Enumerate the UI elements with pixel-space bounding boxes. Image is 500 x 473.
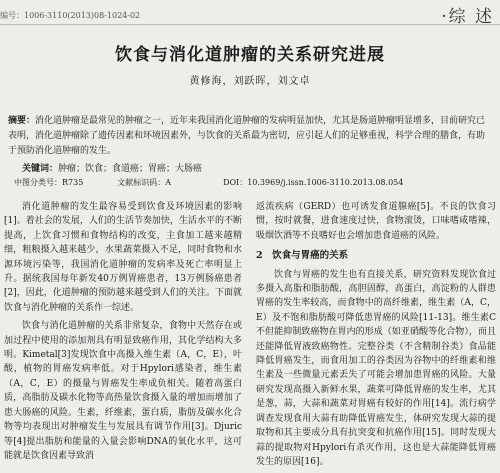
abstract-label: 摘要： xyxy=(8,116,36,126)
body-paragraph: 饮食与消化道肿瘤的关系非常复杂，食物中天然存在或加过程中使用的添加剂具有明显致癌作用，其化学结构大多明。Kimetal[3]发现饮食中高摄入维生素（A，C，E），叶酸，植物的胃癌发病率低。对于Hpylori感染者，维生素（A，C，E）的摄量与胃癌发生率成负相关。随着高蛋白质，高脂肪及碳水化物等高热量饮食摄入量的增加而增加了患大肠癌的风险。生素，纤维素，蛋白质，脂肪及碳水化合物等均表现出对肿瘤发生与发展具有调节作用[3]。Djuric等[4]提出脂肪和能量的入量会影响DNA的氧化水平，这可能就是饮食因素导致消 xyxy=(4,321,242,461)
body-column-left xyxy=(4,200,242,467)
section-label: ·综 述 xyxy=(441,7,494,27)
keywords-label: 关键词： xyxy=(22,164,59,174)
section-heading: 2 饮食与胃癌的关系 xyxy=(256,250,349,262)
journal-article-number: 编号：1006-3110(2013)08-1024-02 xyxy=(0,11,141,20)
document-code: 文献标识码：A xyxy=(117,178,172,187)
article-authors: 黄修海，刘跃晖，刘文卓 xyxy=(189,76,311,87)
article-title: 饮食与消化道肿瘤的关系研究进展 xyxy=(115,45,385,65)
abstract-block xyxy=(8,114,492,159)
body-paragraph: 返流疾病（GERD）也可诱发食道腺癌[5]。不良的饮食习惯，按时就餐，进食速度过快，食物滚烫，口味嗜咸嗜辣，吸烟饮酒等不良嗜好也会增加患食道癌的风险。 xyxy=(256,202,496,241)
body-paragraph: 消化道肿瘤的发生最容易受到饮食及环境因素的影响[1]。着社会的发展，人们的生活节奏加快，生活水平的不断提高，上饮食习惯和食物结构的改变，主食加工越来越精细，粗粮摄入越来越少，水果蔬菜摄入不足，同时食物和水源环境污染等，我国消化道肿瘤的发病率及死亡率明显上升。据统我国每年新发40万例胃癌患者，13万例肠癌患者[2]，因此，化道肿瘤的预防越来越受到人们的关注。下面就饮食与消化肿瘤的关系作一综述。 xyxy=(4,202,242,313)
abstract-text: 消化道肿瘤是最常见的肿瘤之一，近年来我国消化道肿瘤的发病明显加快，尤其是肠道肿瘤明显增多，目前研究已表明，消化道肿瘤除了遗传因素和环境因素外，与饮食的关系最为密切，应引起人们的足够重视，科学合理的膳食，有助于预防消化道肿瘤的发生。 xyxy=(8,116,486,156)
clc-number: 中图分类号：R735 xyxy=(14,178,84,187)
body-paragraph: 饮食与胃癌的发生也有直接关系，研究资料发现饮食过多摄入高脂和脂肪酸，高胆固醇，高蛋白，高淀粉的人群患胃癌的发生率较高，而食物中的高纤维素，维生素（A，C，E）及不饱和脂肪酸可降低患胃癌的风险[11-13]。维生素C不但能抑制致癌物在胃内的形成（如亚硝酸等化合物），而且还能降低胃液致癌物性。完整谷类（不含精制谷类）食品能降低胃癌发生，而食用加工的谷类因为谷物中的纤维素和维生素及一些微量元素丢失了可能会增加患胃癌的风险。大量研究发现高摄入新鲜水果，蔬菜可降低胃癌的发生率，尤其是葱，蒜，大蒜和蔬菜对胃癌有较好的作用[14]。流行病学调查发现食用大蒜有助降低胃癌发生，体研究发现大蒜的提取物和其主要成分具有抗突变和抗癌作用[15]。同时发现大蒜的提取物对Hpylori有杀灭作用，这也是大蒜能降低胃癌发生的原因[16]。 xyxy=(256,269,496,467)
keywords-block xyxy=(22,161,202,174)
body-column-right xyxy=(256,200,496,473)
header-rule xyxy=(0,24,500,25)
doi: DOI：10.3969/j.issn.1006-3110.2013.08.054 xyxy=(223,178,404,187)
keywords-text: 肿瘤；饮食；食道癌；胃癌；大肠癌 xyxy=(58,164,203,174)
classification-line xyxy=(8,177,496,188)
